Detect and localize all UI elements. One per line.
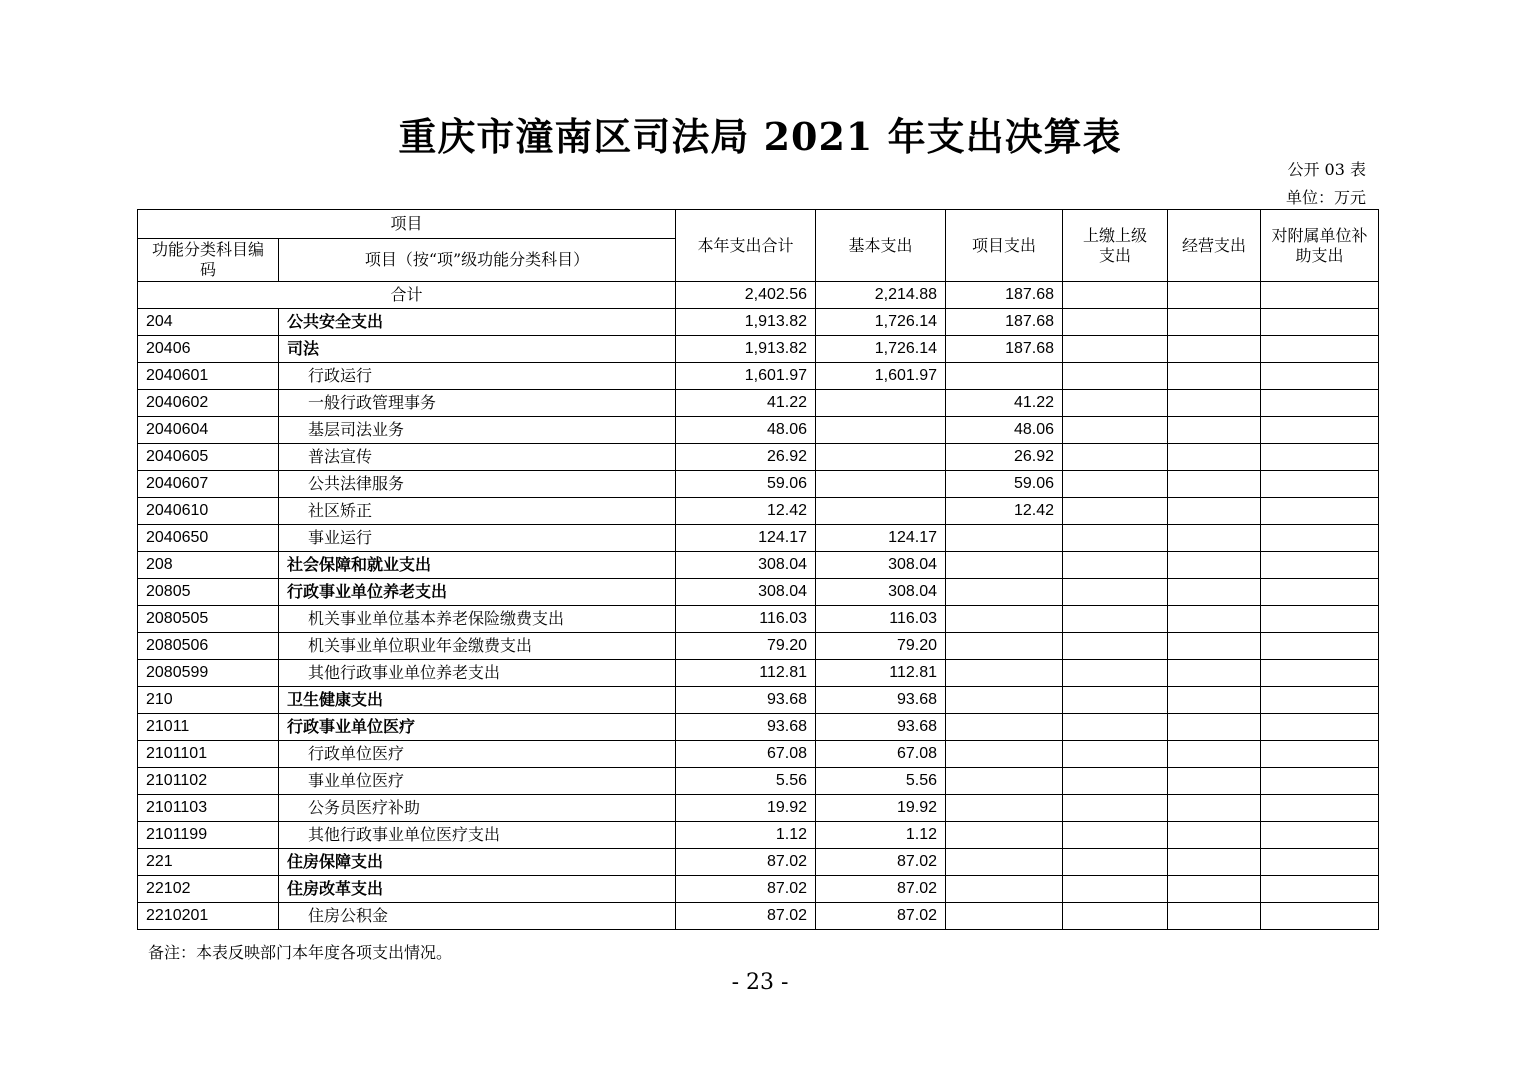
table-row (138, 579, 1379, 606)
row-business (1168, 768, 1261, 795)
row-basic: 87.02 (816, 903, 946, 930)
row-subsidy (1261, 336, 1379, 363)
row-upper (1063, 606, 1168, 633)
total-business (1168, 282, 1261, 309)
row-code: 2040605 (138, 444, 279, 471)
table-row (138, 525, 1379, 552)
row-total: 87.02 (676, 876, 816, 903)
row-project (946, 660, 1063, 687)
row-name: 住房改革支出 (279, 876, 676, 903)
row-project: 59.06 (946, 471, 1063, 498)
table-row (138, 741, 1379, 768)
row-code: 20805 (138, 579, 279, 606)
row-business (1168, 498, 1261, 525)
row-upper (1063, 390, 1168, 417)
table-row (138, 417, 1379, 444)
row-total: 26.92 (676, 444, 816, 471)
row-total: 41.22 (676, 390, 816, 417)
row-total: 1.12 (676, 822, 816, 849)
row-total: 308.04 (676, 579, 816, 606)
header-name: 项目（按“项”级功能分类科目） (279, 239, 676, 282)
row-name: 事业运行 (279, 525, 676, 552)
row-subsidy (1261, 606, 1379, 633)
row-business (1168, 579, 1261, 606)
row-subsidy (1261, 876, 1379, 903)
row-code: 22102 (138, 876, 279, 903)
row-subsidy (1261, 363, 1379, 390)
row-upper (1063, 417, 1168, 444)
table-row (138, 903, 1379, 930)
row-basic: 112.81 (816, 660, 946, 687)
row-code: 20406 (138, 336, 279, 363)
row-business (1168, 795, 1261, 822)
row-business (1168, 390, 1261, 417)
row-code: 208 (138, 552, 279, 579)
row-subsidy (1261, 309, 1379, 336)
row-subsidy (1261, 471, 1379, 498)
row-code: 2040650 (138, 525, 279, 552)
table-row (138, 849, 1379, 876)
total-sum: 2,402.56 (676, 282, 816, 309)
row-project (946, 849, 1063, 876)
row-upper (1063, 525, 1168, 552)
row-upper (1063, 633, 1168, 660)
table-row (138, 687, 1379, 714)
row-basic: 116.03 (816, 606, 946, 633)
row-subsidy (1261, 687, 1379, 714)
row-business (1168, 309, 1261, 336)
header-basic: 基本支出 (816, 210, 946, 282)
total-label: 合计 (138, 282, 676, 309)
table-row (138, 633, 1379, 660)
row-code: 204 (138, 309, 279, 336)
table-row (138, 714, 1379, 741)
row-code: 2080506 (138, 633, 279, 660)
row-code: 221 (138, 849, 279, 876)
row-code: 2210201 (138, 903, 279, 930)
row-total: 308.04 (676, 552, 816, 579)
row-project (946, 363, 1063, 390)
row-project: 187.68 (946, 336, 1063, 363)
row-name: 机关事业单位职业年金缴费支出 (279, 633, 676, 660)
table-row (138, 471, 1379, 498)
row-project (946, 822, 1063, 849)
total-basic: 2,214.88 (816, 282, 946, 309)
row-project (946, 795, 1063, 822)
row-subsidy (1261, 822, 1379, 849)
row-subsidy (1261, 741, 1379, 768)
table-row (138, 336, 1379, 363)
row-total: 1,913.82 (676, 309, 816, 336)
row-business (1168, 633, 1261, 660)
total-subsidy (1261, 282, 1379, 309)
row-total: 124.17 (676, 525, 816, 552)
row-business (1168, 606, 1261, 633)
row-subsidy (1261, 795, 1379, 822)
table-row (138, 768, 1379, 795)
table-row (138, 795, 1379, 822)
row-project (946, 606, 1063, 633)
table-row (138, 390, 1379, 417)
table-row (138, 822, 1379, 849)
row-business (1168, 363, 1261, 390)
row-name: 普法宣传 (279, 444, 676, 471)
row-name: 社会保障和就业支出 (279, 552, 676, 579)
row-upper (1063, 849, 1168, 876)
row-name: 住房保障支出 (279, 849, 676, 876)
row-project (946, 579, 1063, 606)
table-row (138, 660, 1379, 687)
table-row (138, 309, 1379, 336)
row-project (946, 687, 1063, 714)
row-subsidy (1261, 390, 1379, 417)
row-subsidy (1261, 444, 1379, 471)
header-row-1 (138, 210, 1379, 239)
row-total: 19.92 (676, 795, 816, 822)
row-business (1168, 849, 1261, 876)
row-subsidy (1261, 714, 1379, 741)
row-business (1168, 822, 1261, 849)
row-upper (1063, 552, 1168, 579)
row-code: 2040602 (138, 390, 279, 417)
row-name: 一般行政管理事务 (279, 390, 676, 417)
row-upper (1063, 795, 1168, 822)
row-project (946, 876, 1063, 903)
row-total: 116.03 (676, 606, 816, 633)
row-total: 87.02 (676, 849, 816, 876)
row-subsidy (1261, 849, 1379, 876)
row-total: 1,601.97 (676, 363, 816, 390)
row-subsidy (1261, 660, 1379, 687)
row-basic: 67.08 (816, 741, 946, 768)
row-upper (1063, 363, 1168, 390)
row-total: 12.42 (676, 498, 816, 525)
row-name: 行政单位医疗 (279, 741, 676, 768)
header-upper: 上缴上级支出 (1063, 210, 1168, 282)
row-business (1168, 714, 1261, 741)
row-basic: 19.92 (816, 795, 946, 822)
row-name: 卫生健康支出 (279, 687, 676, 714)
header-subsidy: 对附属单位补助支出 (1261, 210, 1379, 282)
header-code: 功能分类科目编码 (138, 239, 279, 282)
row-project (946, 768, 1063, 795)
row-project (946, 525, 1063, 552)
row-basic: 93.68 (816, 687, 946, 714)
row-subsidy (1261, 498, 1379, 525)
row-name: 其他行政事业单位医疗支出 (279, 822, 676, 849)
row-project (946, 903, 1063, 930)
table-row (138, 552, 1379, 579)
row-project: 26.92 (946, 444, 1063, 471)
row-basic: 1.12 (816, 822, 946, 849)
row-basic (816, 444, 946, 471)
row-subsidy (1261, 633, 1379, 660)
row-code: 2101103 (138, 795, 279, 822)
row-name: 社区矫正 (279, 498, 676, 525)
expenditure-table (137, 209, 1379, 930)
row-subsidy (1261, 525, 1379, 552)
row-business (1168, 876, 1261, 903)
row-total: 112.81 (676, 660, 816, 687)
row-total: 48.06 (676, 417, 816, 444)
total-project: 187.68 (946, 282, 1063, 309)
footnote: 备注：本表反映部门本年度各项支出情况。 (148, 943, 453, 962)
row-business (1168, 444, 1261, 471)
row-code: 2101101 (138, 741, 279, 768)
row-code: 21011 (138, 714, 279, 741)
row-business (1168, 687, 1261, 714)
row-project (946, 714, 1063, 741)
row-code: 2080599 (138, 660, 279, 687)
header-business: 经营支出 (1168, 210, 1261, 282)
row-basic: 1,601.97 (816, 363, 946, 390)
row-upper (1063, 687, 1168, 714)
row-basic: 308.04 (816, 579, 946, 606)
table-row (138, 444, 1379, 471)
row-upper (1063, 876, 1168, 903)
row-basic: 5.56 (816, 768, 946, 795)
row-basic: 87.02 (816, 876, 946, 903)
unit-label: 单位：万元 (1285, 188, 1366, 207)
row-total: 93.68 (676, 687, 816, 714)
row-code: 2080505 (138, 606, 279, 633)
row-code: 2040601 (138, 363, 279, 390)
row-project: 48.06 (946, 417, 1063, 444)
row-name: 公共法律服务 (279, 471, 676, 498)
total-upper (1063, 282, 1168, 309)
row-basic: 308.04 (816, 552, 946, 579)
row-subsidy (1261, 903, 1379, 930)
row-total: 59.06 (676, 471, 816, 498)
row-business (1168, 552, 1261, 579)
row-business (1168, 660, 1261, 687)
row-business (1168, 336, 1261, 363)
header-project: 项目 (138, 210, 676, 239)
row-basic: 93.68 (816, 714, 946, 741)
row-code: 210 (138, 687, 279, 714)
row-upper (1063, 498, 1168, 525)
row-name: 行政事业单位医疗 (279, 714, 676, 741)
row-basic (816, 417, 946, 444)
row-business (1168, 417, 1261, 444)
row-upper (1063, 579, 1168, 606)
row-name: 基层司法业务 (279, 417, 676, 444)
row-business (1168, 471, 1261, 498)
row-name: 机关事业单位基本养老保险缴费支出 (279, 606, 676, 633)
row-upper (1063, 471, 1168, 498)
page-title: 重庆市潼南区司法局 2021 年支出决算表 (398, 114, 1122, 159)
row-business (1168, 525, 1261, 552)
row-code: 2101102 (138, 768, 279, 795)
table-row (138, 876, 1379, 903)
header-total: 本年支出合计 (676, 210, 816, 282)
table-row (138, 606, 1379, 633)
row-upper (1063, 903, 1168, 930)
row-upper (1063, 822, 1168, 849)
row-basic: 124.17 (816, 525, 946, 552)
row-business (1168, 903, 1261, 930)
row-business (1168, 741, 1261, 768)
row-name: 公务员医疗补助 (279, 795, 676, 822)
row-name: 行政运行 (279, 363, 676, 390)
table-row (138, 498, 1379, 525)
row-basic (816, 471, 946, 498)
page-number: - 23 - (731, 970, 789, 995)
row-basic: 79.20 (816, 633, 946, 660)
row-upper (1063, 309, 1168, 336)
row-basic: 1,726.14 (816, 309, 946, 336)
row-total: 79.20 (676, 633, 816, 660)
row-total: 1,913.82 (676, 336, 816, 363)
row-project (946, 741, 1063, 768)
row-upper (1063, 444, 1168, 471)
row-subsidy (1261, 579, 1379, 606)
row-upper (1063, 741, 1168, 768)
row-code: 2101199 (138, 822, 279, 849)
row-name: 其他行政事业单位养老支出 (279, 660, 676, 687)
table-row (138, 363, 1379, 390)
row-project (946, 633, 1063, 660)
row-subsidy (1261, 768, 1379, 795)
row-name: 住房公积金 (279, 903, 676, 930)
row-code: 2040604 (138, 417, 279, 444)
header-project-expense: 项目支出 (946, 210, 1063, 282)
row-upper (1063, 714, 1168, 741)
row-project (946, 552, 1063, 579)
row-total: 5.56 (676, 768, 816, 795)
row-upper (1063, 336, 1168, 363)
row-name: 司法 (279, 336, 676, 363)
row-basic (816, 498, 946, 525)
row-name: 行政事业单位养老支出 (279, 579, 676, 606)
row-code: 2040610 (138, 498, 279, 525)
row-total: 67.08 (676, 741, 816, 768)
row-subsidy (1261, 417, 1379, 444)
row-basic: 87.02 (816, 849, 946, 876)
row-basic (816, 390, 946, 417)
row-upper (1063, 768, 1168, 795)
row-project: 12.42 (946, 498, 1063, 525)
row-upper (1063, 660, 1168, 687)
row-name: 事业单位医疗 (279, 768, 676, 795)
row-code: 2040607 (138, 471, 279, 498)
row-subsidy (1261, 552, 1379, 579)
table-number: 公开 03 表 (1287, 160, 1366, 179)
total-row (138, 282, 1379, 309)
row-name: 公共安全支出 (279, 309, 676, 336)
row-basic: 1,726.14 (816, 336, 946, 363)
row-total: 93.68 (676, 714, 816, 741)
row-project: 187.68 (946, 309, 1063, 336)
row-total: 87.02 (676, 903, 816, 930)
row-project: 41.22 (946, 390, 1063, 417)
